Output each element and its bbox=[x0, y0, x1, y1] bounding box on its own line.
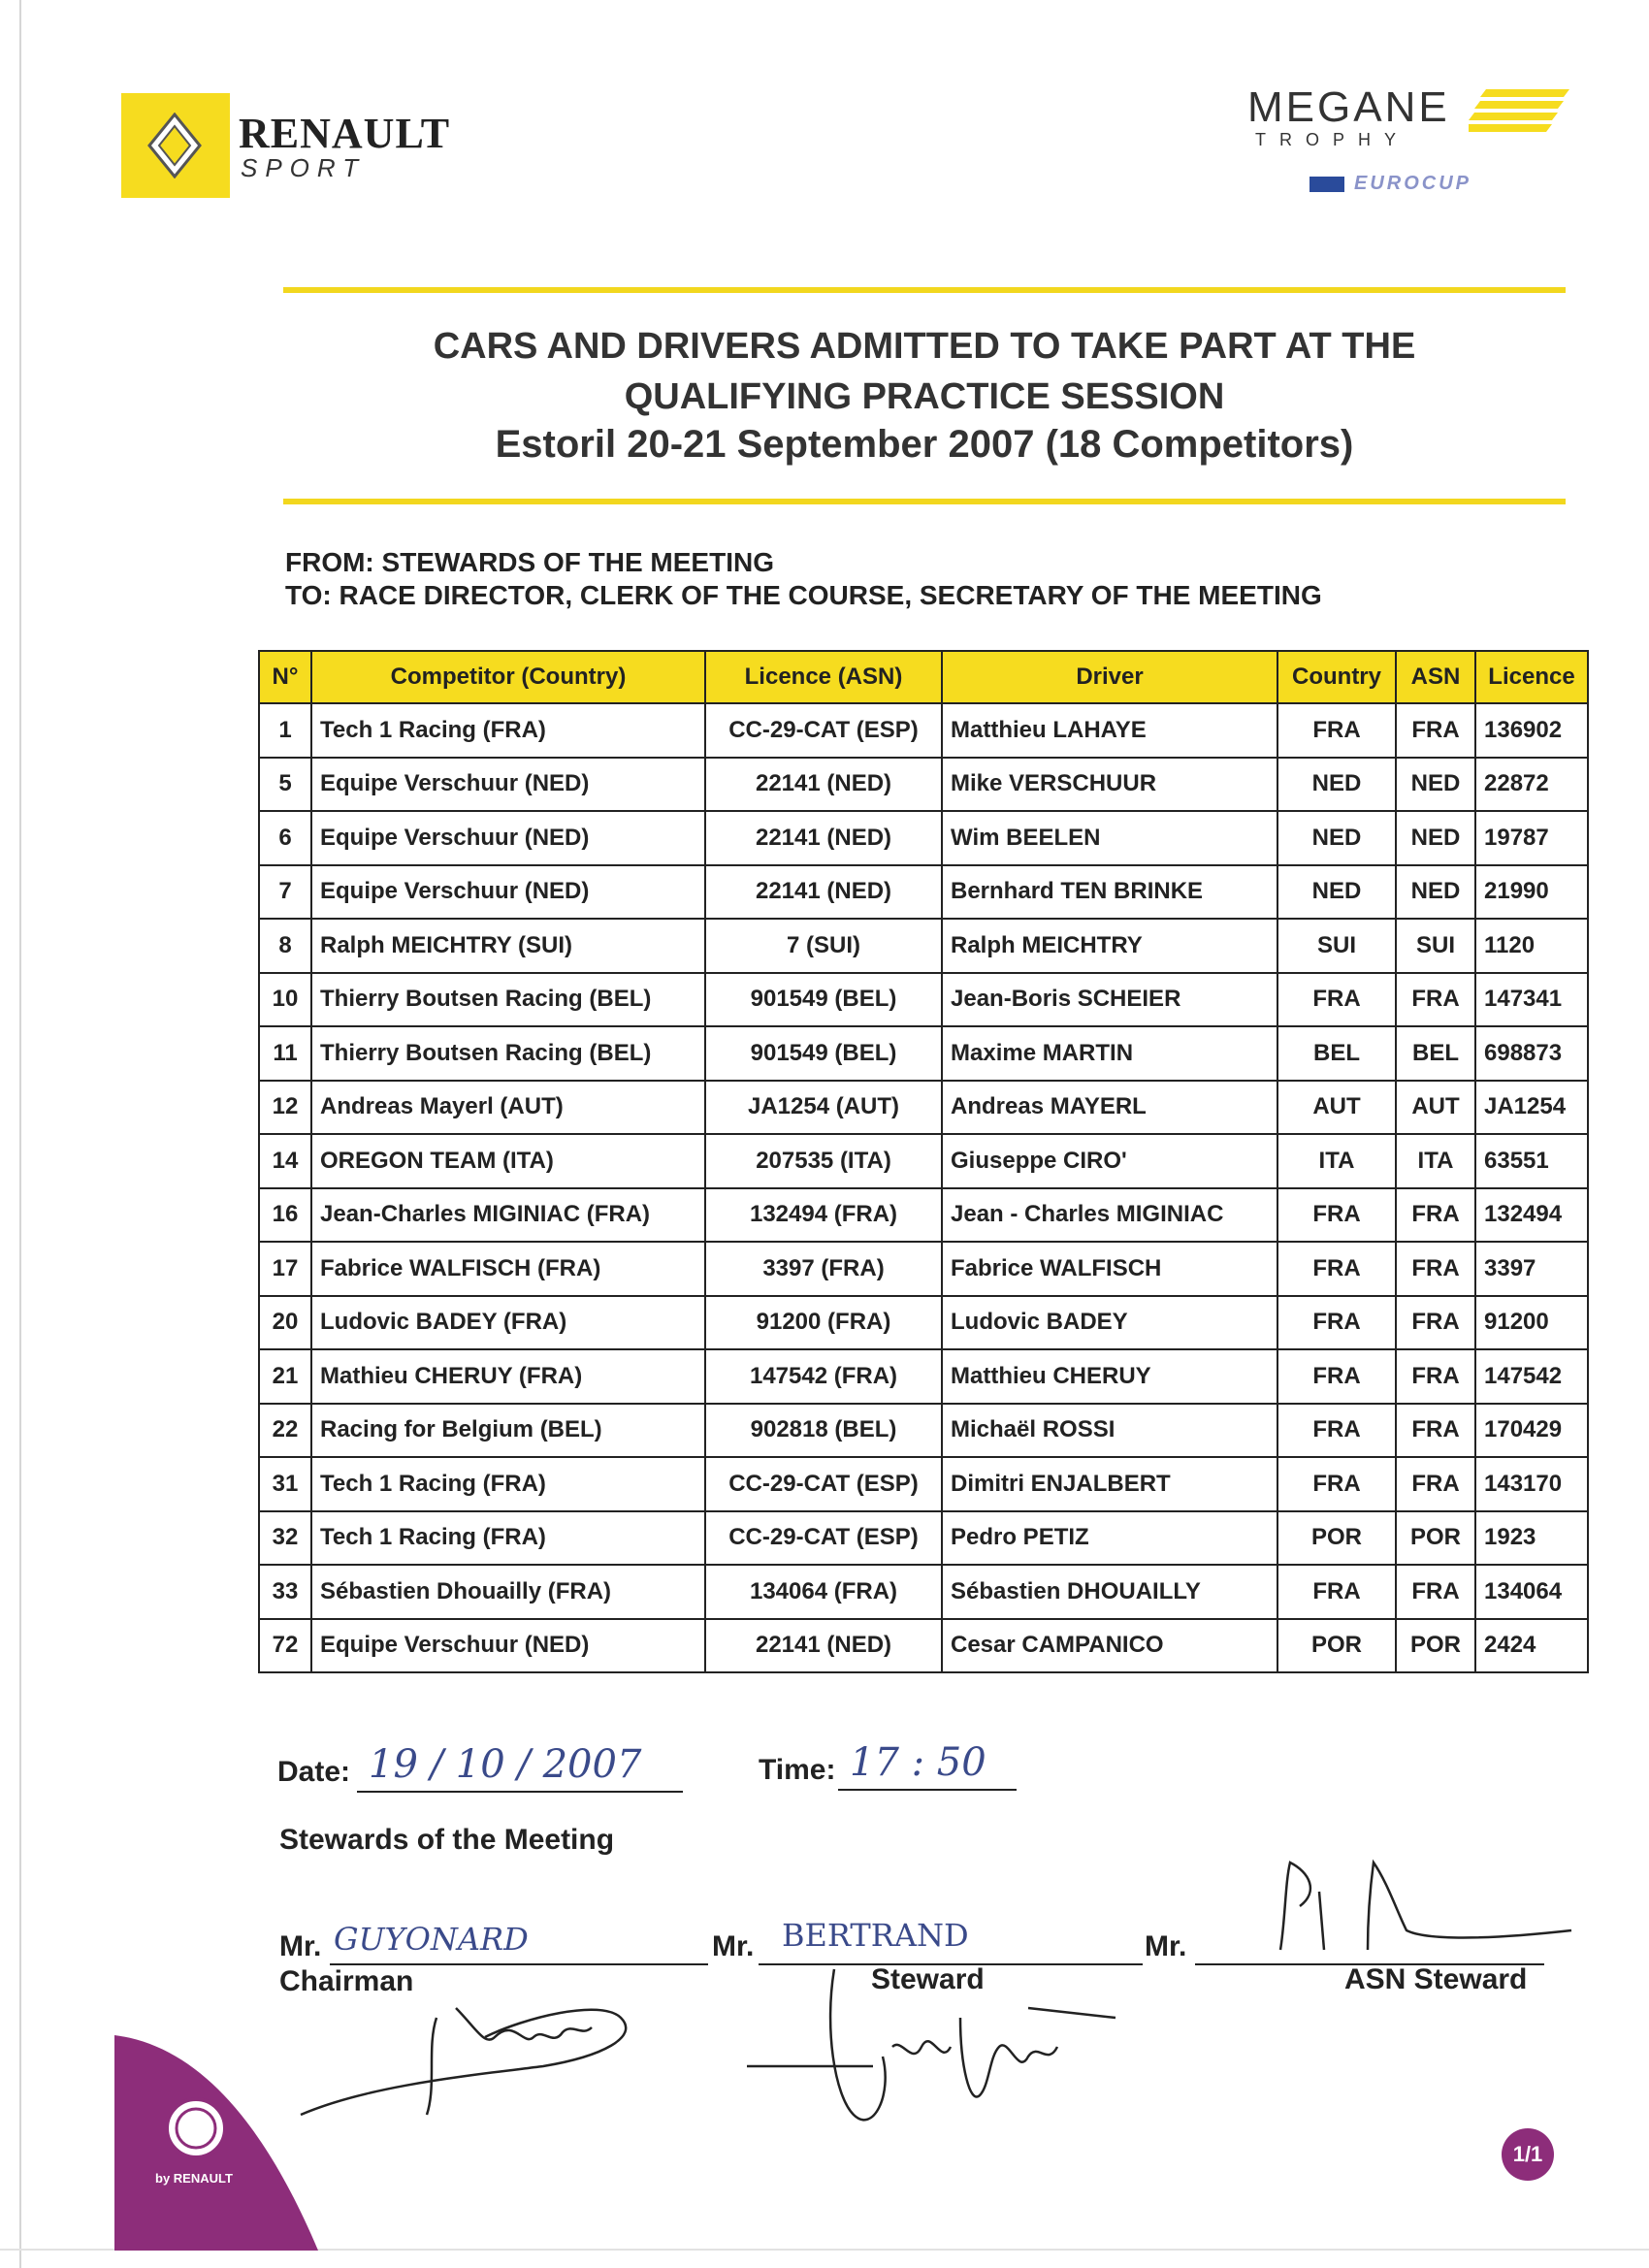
cell-country: FRA bbox=[1277, 1457, 1396, 1511]
cell-country: FRA bbox=[1277, 1188, 1396, 1243]
cell-competitor: Jean-Charles MIGINIAC (FRA) bbox=[311, 1188, 705, 1243]
table-row bbox=[259, 973, 1588, 1027]
cell-asn: FRA bbox=[1396, 1457, 1475, 1511]
cell-competitor: Equipe Verschuur (NED) bbox=[311, 1619, 705, 1673]
cell-driver: Dimitri ENJALBERT bbox=[942, 1457, 1277, 1511]
date-underline bbox=[357, 1791, 683, 1793]
cell-driver: Jean-Boris SCHEIER bbox=[942, 973, 1277, 1027]
table-header-row bbox=[259, 651, 1588, 703]
table-row bbox=[259, 1457, 1588, 1511]
cell-licence: 698873 bbox=[1475, 1026, 1588, 1081]
cell-asn: FRA bbox=[1396, 1404, 1475, 1458]
steward2-name-handwritten: BERTRAND bbox=[782, 1917, 969, 1954]
cell-licence-asn: 901549 (BEL) bbox=[705, 973, 942, 1027]
cell-asn: FRA bbox=[1396, 1349, 1475, 1404]
cell-licence-asn: JA1254 (AUT) bbox=[705, 1081, 942, 1135]
cell-licence-asn: CC-29-CAT (ESP) bbox=[705, 1457, 942, 1511]
cell-licence-asn: 902818 (BEL) bbox=[705, 1404, 942, 1458]
cell-licence-asn: 134064 (FRA) bbox=[705, 1565, 942, 1619]
cell-number: 16 bbox=[259, 1188, 311, 1243]
header-country: Country bbox=[1277, 651, 1396, 703]
cell-licence-asn: 901549 (BEL) bbox=[705, 1026, 942, 1081]
cell-driver: Michaël ROSSI bbox=[942, 1404, 1277, 1458]
cell-competitor: OREGON TEAM (ITA) bbox=[311, 1134, 705, 1188]
cell-driver: Wim BEELEN bbox=[942, 811, 1277, 865]
cell-licence: 170429 bbox=[1475, 1404, 1588, 1458]
table-row bbox=[259, 1081, 1588, 1135]
page-number-badge: 1/1 bbox=[1502, 2128, 1554, 2181]
cell-competitor: Andreas Mayerl (AUT) bbox=[311, 1081, 705, 1135]
cell-country: NED bbox=[1277, 758, 1396, 812]
signature-chairman bbox=[291, 1979, 660, 2134]
cell-competitor: Tech 1 Racing (FRA) bbox=[311, 703, 705, 758]
cell-competitor: Racing for Belgium (BEL) bbox=[311, 1404, 705, 1458]
cell-competitor: Thierry Boutsen Racing (BEL) bbox=[311, 973, 705, 1027]
cell-licence: 21990 bbox=[1475, 865, 1588, 920]
cell-driver: Mike VERSCHUUR bbox=[942, 758, 1277, 812]
cell-driver: Sébastien DHOUAILLY bbox=[942, 1565, 1277, 1619]
cell-number: 20 bbox=[259, 1296, 311, 1350]
cell-number: 1 bbox=[259, 703, 311, 758]
header-driver: Driver bbox=[942, 651, 1277, 703]
header-licence: Licence bbox=[1475, 651, 1588, 703]
cell-driver: Matthieu LAHAYE bbox=[942, 703, 1277, 758]
time-handwritten: 17 : 50 bbox=[850, 1740, 986, 1785]
cell-number: 17 bbox=[259, 1242, 311, 1296]
cell-licence: 134064 bbox=[1475, 1565, 1588, 1619]
by-renault-text: by RENAULT bbox=[155, 2171, 233, 2186]
signature-asn-steward bbox=[1232, 1853, 1581, 1960]
cell-country: FRA bbox=[1277, 1242, 1396, 1296]
table-row bbox=[259, 1134, 1588, 1188]
steward2-mr: Mr. bbox=[712, 1930, 755, 1962]
date-handwritten: 19 / 10 / 2007 bbox=[369, 1742, 642, 1787]
cell-country: POR bbox=[1277, 1511, 1396, 1566]
cell-number: 6 bbox=[259, 811, 311, 865]
cell-competitor: Equipe Verschuur (NED) bbox=[311, 811, 705, 865]
cell-driver: Jean - Charles MIGINIAC bbox=[942, 1188, 1277, 1243]
cell-number: 8 bbox=[259, 919, 311, 973]
cell-competitor: Fabrice WALFISCH (FRA) bbox=[311, 1242, 705, 1296]
cell-licence-asn: 7 (SUI) bbox=[705, 919, 942, 973]
cell-driver: Andreas MAYERL bbox=[942, 1081, 1277, 1135]
cell-licence-asn: CC-29-CAT (ESP) bbox=[705, 1511, 942, 1566]
table-row bbox=[259, 1242, 1588, 1296]
cell-country: ITA bbox=[1277, 1134, 1396, 1188]
cell-licence: 147341 bbox=[1475, 973, 1588, 1027]
cell-licence: 2424 bbox=[1475, 1619, 1588, 1673]
cell-licence-asn: 91200 (FRA) bbox=[705, 1296, 942, 1350]
footer-purple-swoosh bbox=[114, 2035, 318, 2251]
cell-asn: NED bbox=[1396, 758, 1475, 812]
cell-competitor: Equipe Verschuur (NED) bbox=[311, 758, 705, 812]
cell-driver: Giuseppe CIRO' bbox=[942, 1134, 1277, 1188]
cell-country: POR bbox=[1277, 1619, 1396, 1673]
cell-asn: FRA bbox=[1396, 1296, 1475, 1350]
steward1-role: Chairman bbox=[279, 1965, 414, 1997]
cell-licence-asn: 207535 (ITA) bbox=[705, 1134, 942, 1188]
cell-driver: Fabrice WALFISCH bbox=[942, 1242, 1277, 1296]
table-row bbox=[259, 703, 1588, 758]
header-competitor: Competitor (Country) bbox=[311, 651, 705, 703]
cell-country: NED bbox=[1277, 811, 1396, 865]
cell-asn: POR bbox=[1396, 1511, 1475, 1566]
renault-sport-text: SPORT bbox=[241, 153, 367, 182]
cell-country: FRA bbox=[1277, 973, 1396, 1027]
cell-number: 7 bbox=[259, 865, 311, 920]
cell-licence: 1120 bbox=[1475, 919, 1588, 973]
cell-country: SUI bbox=[1277, 919, 1396, 973]
cell-licence: 1923 bbox=[1475, 1511, 1588, 1566]
table-row bbox=[259, 919, 1588, 973]
cell-licence: JA1254 bbox=[1475, 1081, 1588, 1135]
cell-asn: ITA bbox=[1396, 1134, 1475, 1188]
cell-country: AUT bbox=[1277, 1081, 1396, 1135]
cell-licence: 22872 bbox=[1475, 758, 1588, 812]
cell-number: 32 bbox=[259, 1511, 311, 1566]
cell-licence: 132494 bbox=[1475, 1188, 1588, 1243]
table-row bbox=[259, 1296, 1588, 1350]
cell-number: 21 bbox=[259, 1349, 311, 1404]
header-licence-asn: Licence (ASN) bbox=[705, 651, 942, 703]
cell-asn: FRA bbox=[1396, 1565, 1475, 1619]
cell-licence: 147542 bbox=[1475, 1349, 1588, 1404]
cell-licence-asn: 22141 (NED) bbox=[705, 811, 942, 865]
cell-driver: Maxime MARTIN bbox=[942, 1026, 1277, 1081]
title-rule-bottom bbox=[283, 499, 1566, 504]
steward3-mr: Mr. bbox=[1145, 1930, 1187, 1962]
cell-number: 31 bbox=[259, 1457, 311, 1511]
table-row bbox=[259, 1188, 1588, 1243]
cell-asn: POR bbox=[1396, 1619, 1475, 1673]
cell-driver: Cesar CAMPANICO bbox=[942, 1619, 1277, 1673]
cell-competitor: Ludovic BADEY (FRA) bbox=[311, 1296, 705, 1350]
cell-licence: 63551 bbox=[1475, 1134, 1588, 1188]
title-line-1: CARS AND DRIVERS ADMITTED TO TAKE PART AT THE bbox=[433, 326, 1416, 367]
steward3-role: ASN Steward bbox=[1344, 1963, 1528, 1995]
cell-licence: 91200 bbox=[1475, 1296, 1588, 1350]
eurocup-text: EUROCUP bbox=[1354, 173, 1472, 194]
cell-licence: 3397 bbox=[1475, 1242, 1588, 1296]
cell-competitor: Equipe Verschuur (NED) bbox=[311, 865, 705, 920]
table-row bbox=[259, 758, 1588, 812]
cell-asn: FRA bbox=[1396, 1188, 1475, 1243]
stewards-heading: Stewards of the Meeting bbox=[279, 1824, 615, 1856]
time-underline bbox=[838, 1789, 1017, 1791]
cell-licence-asn: 132494 (FRA) bbox=[705, 1188, 942, 1243]
table-row bbox=[259, 1026, 1588, 1081]
cell-asn: BEL bbox=[1396, 1026, 1475, 1081]
to-line: TO: RACE DIRECTOR, CLERK OF THE COURSE, SECRETARY OF THE MEETING bbox=[285, 580, 1322, 610]
cell-licence-asn: 3397 (FRA) bbox=[705, 1242, 942, 1296]
header-number: N° bbox=[259, 651, 311, 703]
cell-country: FRA bbox=[1277, 1349, 1396, 1404]
table-row bbox=[259, 1404, 1588, 1458]
cell-driver: Ludovic BADEY bbox=[942, 1296, 1277, 1350]
cell-licence-asn: 22141 (NED) bbox=[705, 865, 942, 920]
table-row bbox=[259, 865, 1588, 920]
cell-competitor: Thierry Boutsen Racing (BEL) bbox=[311, 1026, 705, 1081]
megane-stripes-icon bbox=[1469, 87, 1569, 140]
cell-competitor: Tech 1 Racing (FRA) bbox=[311, 1511, 705, 1566]
cell-number: 22 bbox=[259, 1404, 311, 1458]
cell-number: 10 bbox=[259, 973, 311, 1027]
cell-competitor: Tech 1 Racing (FRA) bbox=[311, 1457, 705, 1511]
cell-driver: Matthieu CHERUY bbox=[942, 1349, 1277, 1404]
competitors-table bbox=[258, 650, 1589, 1673]
cell-licence: 136902 bbox=[1475, 703, 1588, 758]
cell-country: FRA bbox=[1277, 703, 1396, 758]
cell-licence-asn: CC-29-CAT (ESP) bbox=[705, 703, 942, 758]
cell-asn: FRA bbox=[1396, 703, 1475, 758]
title-rule-top bbox=[283, 287, 1566, 293]
cell-country: FRA bbox=[1277, 1565, 1396, 1619]
cell-asn: NED bbox=[1396, 811, 1475, 865]
cell-driver: Ralph MEICHTRY bbox=[942, 919, 1277, 973]
cell-driver: Pedro PETIZ bbox=[942, 1511, 1277, 1566]
cell-asn: AUT bbox=[1396, 1081, 1475, 1135]
cell-number: 72 bbox=[259, 1619, 311, 1673]
cell-licence: 143170 bbox=[1475, 1457, 1588, 1511]
steward1-name-handwritten: GUYONARD bbox=[334, 1921, 529, 1958]
table-row bbox=[259, 811, 1588, 865]
cell-country: BEL bbox=[1277, 1026, 1396, 1081]
cell-licence-asn: 147542 (FRA) bbox=[705, 1349, 942, 1404]
cell-country: FRA bbox=[1277, 1296, 1396, 1350]
renault-diamond-icon bbox=[146, 113, 204, 178]
table-row bbox=[259, 1565, 1588, 1619]
cell-competitor: Mathieu CHERUY (FRA) bbox=[311, 1349, 705, 1404]
megane-trophy-text: TROPHY bbox=[1255, 130, 1410, 149]
cell-asn: NED bbox=[1396, 865, 1475, 920]
cell-asn: SUI bbox=[1396, 919, 1475, 973]
cell-asn: FRA bbox=[1396, 1242, 1475, 1296]
cell-competitor: Sébastien Dhouailly (FRA) bbox=[311, 1565, 705, 1619]
cell-number: 5 bbox=[259, 758, 311, 812]
date-label: Date: bbox=[277, 1756, 351, 1788]
cell-number: 14 bbox=[259, 1134, 311, 1188]
cell-licence-asn: 22141 (NED) bbox=[705, 1619, 942, 1673]
steward1-mr: Mr. bbox=[279, 1930, 322, 1962]
cell-number: 33 bbox=[259, 1565, 311, 1619]
table-row bbox=[259, 1619, 1588, 1673]
cell-licence: 19787 bbox=[1475, 811, 1588, 865]
table-row bbox=[259, 1511, 1588, 1566]
cell-number: 11 bbox=[259, 1026, 311, 1081]
cell-asn: FRA bbox=[1396, 973, 1475, 1027]
cell-competitor: Ralph MEICHTRY (SUI) bbox=[311, 919, 705, 973]
cell-licence-asn: 22141 (NED) bbox=[705, 758, 942, 812]
cell-driver: Bernhard TEN BRINKE bbox=[942, 865, 1277, 920]
steward2-role: Steward bbox=[871, 1963, 985, 1995]
cell-country: FRA bbox=[1277, 1404, 1396, 1458]
title-line-2: QUALIFYING PRACTICE SESSION bbox=[624, 376, 1225, 417]
cell-country: NED bbox=[1277, 865, 1396, 920]
megane-logo-text: MEGANE bbox=[1247, 83, 1450, 131]
eu-flag-icon bbox=[1310, 177, 1344, 192]
signature-steward bbox=[737, 1950, 1125, 2144]
header-asn: ASN bbox=[1396, 651, 1475, 703]
from-line: FROM: STEWARDS OF THE MEETING bbox=[285, 547, 774, 577]
title-line-3: Estoril 20-21 September 2007 (18 Competitors) bbox=[495, 423, 1354, 466]
page-edge-left bbox=[19, 0, 21, 2268]
cell-number: 12 bbox=[259, 1081, 311, 1135]
time-label: Time: bbox=[759, 1754, 836, 1786]
renault-logo-text: RENAULT bbox=[239, 110, 451, 157]
table-row bbox=[259, 1349, 1588, 1404]
